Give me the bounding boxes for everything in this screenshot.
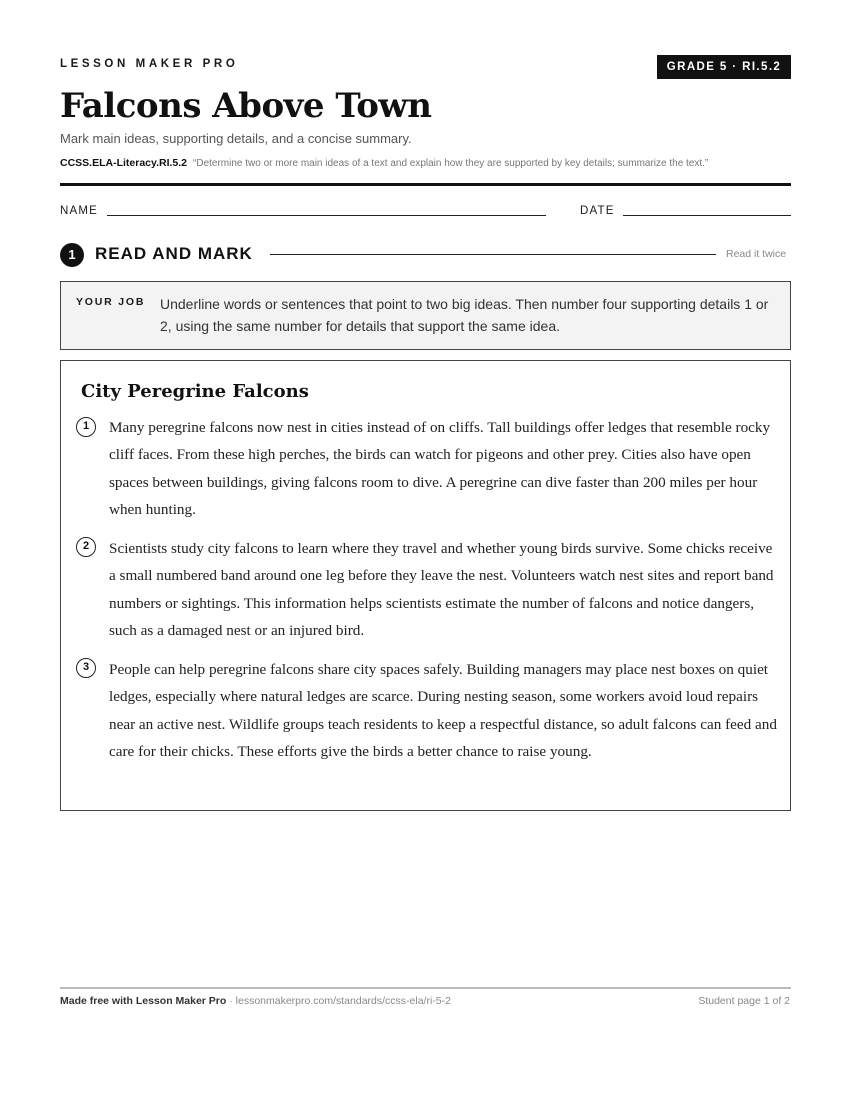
section-number-badge: 1 [60, 243, 84, 267]
paragraph-number-badge: 1 [76, 417, 96, 437]
passage-paragraph[interactable]: People can help peregrine falcons share city spaces safely. Building managers may place nest boxes on quiet ledges, especially where natural ledges are scarce. During nesting season, some workers avoid loud repairs near an active nest. Wildlife groups teach residents to keep a respectful distance, so adult falcons can feed and care for their chicks. These efforts give the birds a better chance to raise young. [109, 661, 777, 760]
footer-credit [60, 995, 451, 1007]
section-title: READ AND MARK [95, 244, 253, 263]
name-field[interactable] [107, 215, 546, 216]
date-field[interactable] [623, 215, 791, 216]
job-instructions: Underline words or sentences that point to two big ideas. Then number four supporting details 1 or 2, using the same number for details that support the same idea. [160, 296, 769, 334]
name-label: NAME [60, 205, 99, 217]
date-label: DATE [580, 205, 615, 217]
footer-page-number: Student page 1 of 2 [698, 995, 790, 1007]
section-divider [270, 254, 716, 255]
job-box [60, 281, 791, 350]
footer-brand: Made free with Lesson Maker Pro [60, 995, 227, 1007]
header-divider [60, 183, 791, 186]
footer-divider [60, 987, 791, 989]
paragraph-number-badge: 3 [76, 658, 96, 678]
passage-box [60, 360, 791, 811]
passage-title: City Peregrine Falcons [81, 381, 309, 402]
brand-name: LESSON MAKER PRO [60, 58, 239, 70]
standard-text: “Determine two or more main ideas of a text and explain how they are supported by key details; summarize the text.” [193, 158, 709, 169]
passage-paragraph[interactable]: Scientists study city falcons to learn where they travel and whether young birds survive. Some chicks receive a small numbered band around one leg before they leave the nest. Volunteers watch nest sites and report band numbers or sightings. This information helps scientists estimate the number of falcons and notice dangers, such as a damaged nest or an injured bird. [109, 540, 774, 639]
standard-line [60, 157, 800, 169]
paragraph-number-badge: 2 [76, 537, 96, 557]
footer-url[interactable]: · lessonmakerpro.com/standards/ccss-ela/ri-5-2 [226, 995, 451, 1007]
page-title: Falcons Above Town [60, 86, 432, 126]
section-hint: Read it twice [726, 248, 787, 260]
grade-badge: GRADE 5 · RI.5.2 [657, 55, 791, 79]
page-subtitle: Mark main ideas, supporting details, and a concise summary. [60, 131, 412, 146]
passage-paragraph[interactable]: Many peregrine falcons now nest in cities instead of on cliffs. Tall buildings offer ledges that resemble rocky cliff faces. From these high perches, the birds can watch for pigeons and other prey. Cities also have open spaces between buildings, giving falcons room to dive. A peregrine can dive faster than 200 miles per hour when hunting. [109, 419, 771, 518]
job-label: YOUR JOB [76, 296, 146, 308]
standard-code: CCSS.ELA-Literacy.RI.5.2 [60, 157, 188, 169]
